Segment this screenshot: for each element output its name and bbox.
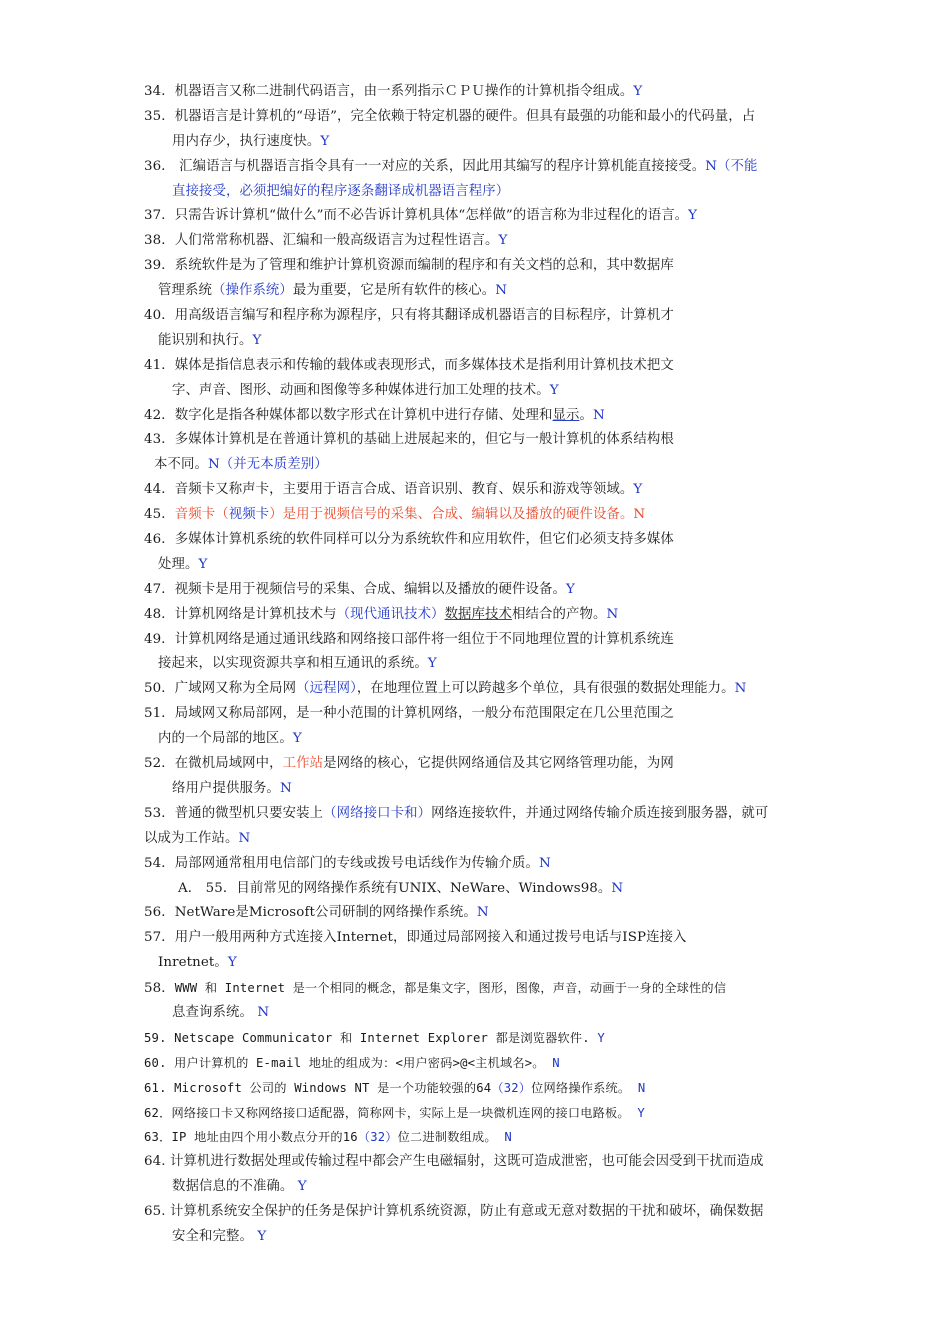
answer-annotation: N（并无本质差别） — [207, 457, 328, 473]
text-line — [144, 279, 808, 304]
answer-annotation: Y — [633, 482, 643, 498]
text-segment: 52．在微机局域网中， — [144, 756, 283, 772]
answer-annotation: N（不能 — [705, 158, 758, 174]
answer-annotation: N — [637, 1080, 646, 1095]
text-line — [144, 180, 808, 205]
text-segment: 36． 汇编语言与机器语言指令具有一一对应的关系，因此用其编写的程序计算机能直接接受。 — [144, 158, 706, 174]
answer-annotation: （现代通讯技术） — [336, 606, 445, 622]
answer-annotation: Y — [637, 1105, 645, 1120]
document-body — [144, 80, 808, 1250]
text-segment: 42．数字化是指各种媒体都以数字形式在计算机中进行存储、处理和 — [144, 407, 553, 423]
answer-annotation: N — [238, 830, 251, 846]
text-segment: 44．音频卡又称声卡，主要用于语言合成、语音识别、教育、娱乐和游戏等领域。 — [144, 482, 634, 498]
text-line — [144, 901, 808, 926]
text-segment: 35．机器语言是计算机的“母语”，完全依赖于特定机器的硬件。但具有最强的功能和最小的代码量，占 — [144, 108, 756, 124]
text-line — [144, 453, 808, 478]
text-segment: 是网络的核心，它提供网络通信及其它网络管理功能，为网 — [323, 756, 674, 772]
text-line — [144, 777, 808, 802]
text-segment: 数据库技术 — [444, 606, 513, 622]
answer-annotation: N — [611, 880, 624, 896]
text-line — [144, 105, 808, 130]
text-segment: 息查询系统。 — [172, 1004, 258, 1020]
text-segment: 41．媒体是指信息表示和传输的载体或表现形式，而多媒体技术是指利用计算机技术把文 — [144, 357, 674, 373]
text-segment: 53．普通的微型机只要安装上 — [144, 805, 324, 821]
answer-annotation: Y — [565, 581, 575, 597]
text-line — [144, 1101, 808, 1126]
answer-annotation: Y — [227, 955, 237, 971]
highlighted-text: 音频卡（ — [174, 507, 229, 523]
text-segment: 61. Microsoft 公司的 Windows NT 是一个功能较强的64 — [144, 1080, 492, 1095]
text-segment: 能识别和执行。 — [158, 332, 253, 348]
highlighted-text: ）是用于视频信号的采集、合成、编辑以及播放的硬件设备。N — [269, 507, 646, 523]
text-line — [144, 528, 808, 553]
text-segment: 网络连接软件，并通过网络传输介质连接到服务器，就可 — [431, 805, 769, 821]
text-line — [144, 428, 808, 453]
text-line — [144, 752, 808, 777]
text-line — [144, 677, 808, 702]
answer-annotation: 直接接受，必须把编好的程序逐条翻译成机器语言程序） — [172, 183, 510, 199]
text-segment: 40．用高级语言编写和程序称为源程序，只有将其翻译成机器语言的目标程序，计算机才 — [144, 308, 674, 324]
text-segment: 43．多媒体计算机是在普通计算机的基础上进展起来的，但它与一般计算机的体系结构根 — [144, 432, 674, 448]
answer-annotation: N — [257, 1004, 270, 1020]
text-segment: 49．计算机网络是通过通讯线路和网络接口部件将一组位于不同地理位置的计算机系统连 — [144, 631, 674, 647]
answer-annotation: Y — [688, 208, 698, 224]
text-line — [144, 702, 808, 727]
answer-annotation: Y — [427, 656, 437, 672]
text-segment: 63．IP 地址由四个用小数点分开的16 — [144, 1130, 358, 1145]
text-line — [144, 578, 808, 603]
text-line — [144, 976, 808, 1001]
text-line — [144, 1150, 808, 1175]
text-line — [144, 553, 808, 578]
text-segment: 47．视频卡是用于视频信号的采集、合成、编辑以及播放的硬件设备。 — [144, 581, 566, 597]
text-segment: 34．机器语言又称二进制代码语言，由一系列指示ＣＰＵ操作的计算机指令组成。 — [144, 84, 634, 99]
answer-annotation: （操作系统） — [211, 283, 293, 299]
answer-annotation: N — [606, 606, 619, 622]
answer-annotation: Y — [297, 1179, 307, 1195]
text-line — [144, 354, 808, 379]
text-line — [144, 852, 808, 877]
text-segment: Inretnet。 — [158, 955, 228, 971]
text-segment: 54．局部网通常租用电信部门的专线或拨号电话线作为传输介质。 — [144, 855, 539, 871]
text-segment: 64. 计算机进行数据处理或传输过程中都会产生电磁辐射，这既可造成泄密，也可能会因受到干扰而造成 — [144, 1154, 764, 1170]
answer-annotation: （网络接口卡和） — [323, 805, 432, 821]
text-segment: 以成为工作站。 — [144, 830, 239, 846]
text-segment: 用内存少，执行速度快。 — [172, 133, 321, 149]
text-line — [144, 652, 808, 677]
answer-annotation: Y — [292, 731, 302, 747]
text-line — [144, 1225, 808, 1250]
text-line — [144, 802, 808, 827]
text-segment: ，在地理位置上可以跨越多个单位，具有很强的数据处理能力。 — [356, 681, 735, 697]
text-segment: 62．网络接口卡又称网络接口适配器，简称网卡，实际上是一块微机连网的接口电路板。 — [144, 1105, 638, 1120]
text-segment: 相结合的产物。 — [512, 606, 607, 622]
highlighted-text: 工作站 — [282, 756, 324, 772]
text-line — [144, 727, 808, 752]
text-segment: 51．局域网又称局部网，是一种小范围的计算机网络，一般分布范围限定在几公里范围之 — [144, 706, 674, 722]
text-line — [144, 478, 808, 503]
text-line — [144, 155, 808, 180]
answer-annotation: N — [734, 681, 747, 697]
text-segment: 位网络操作系统。 — [531, 1080, 638, 1095]
answer-annotation: Y — [498, 233, 508, 249]
text-line — [144, 1076, 808, 1101]
text-line — [144, 1051, 808, 1076]
text-segment: A． 55．目前常见的网络操作系统有UNIX、NeWare、Windows98。 — [178, 880, 612, 896]
text-line — [144, 204, 808, 229]
text-line — [144, 628, 808, 653]
text-segment: 络用户提供服务。 — [172, 780, 280, 796]
text-segment: 48．计算机网络是计算机技术与 — [144, 606, 337, 622]
text-line — [144, 1200, 808, 1225]
text-segment: 56．NetWare是Microsoft公司研制的网络操作系统。 — [144, 905, 477, 921]
text-line — [144, 80, 808, 105]
text-line — [144, 329, 808, 354]
text-segment: 60. 用户计算机的 E-mail 地址的组成为：<用户密码>@<主机域名>。 — [144, 1055, 553, 1070]
text-segment: 45． — [144, 507, 175, 523]
text-segment: 。 — [579, 407, 593, 423]
answer-annotation: Y — [257, 1228, 267, 1244]
text-line — [144, 503, 808, 528]
text-segment: 46．多媒体计算机系统的软件同样可以分为系统软件和应用软件，但它们必须支持多媒体 — [144, 532, 674, 548]
answer-annotation: N — [592, 407, 605, 423]
text-segment: 字、声音、图形、动画和图像等多种媒体进行加工处理的技术。 — [172, 382, 550, 398]
answer-annotation: Y — [549, 382, 559, 398]
answer-annotation: N — [538, 855, 551, 871]
text-segment: 65. 计算机系统安全保护的任务是保护计算机系统资源，防止有意或无意对数据的干扰和破坏，确保数据 — [144, 1204, 764, 1220]
text-segment: 最为重要，它是所有软件的核心。 — [292, 283, 496, 299]
text-line — [144, 404, 808, 429]
text-line — [144, 1125, 808, 1150]
text-line — [144, 1001, 808, 1026]
text-segment: 安全和完整。 — [172, 1228, 258, 1244]
text-segment: 50．广域网又称为全局网 — [144, 681, 297, 697]
text-line — [144, 877, 808, 902]
answer-annotation: Y — [320, 133, 330, 149]
answer-annotation: N — [495, 283, 508, 299]
text-line — [144, 229, 808, 254]
text-segment: 管理系统 — [158, 283, 212, 299]
text-segment: 数据信息的不准确。 — [172, 1179, 298, 1195]
answer-annotation: （远程网） — [296, 681, 357, 697]
text-line — [144, 130, 808, 155]
text-segment: 内的一个局部的地区。 — [158, 731, 293, 747]
answer-annotation: Y — [633, 84, 643, 99]
answer-annotation: Y — [198, 556, 208, 572]
text-line — [144, 1175, 808, 1200]
text-segment: 接起来，以实现资源共享和相互通讯的系统。 — [158, 656, 428, 672]
text-line — [144, 379, 808, 404]
text-line — [144, 603, 808, 628]
text-segment: WWW 和 Internet 是一个相同的概念，都是集文字，图形，图像，声音，动画于一身的全球性的信 — [174, 981, 727, 996]
answer-annotation: （32） — [357, 1130, 398, 1145]
text-segment: 显示 — [552, 407, 580, 423]
text-segment: 58． — [144, 981, 175, 997]
text-line — [144, 827, 808, 852]
text-segment: 39．系统软件是为了管理和维护计算机资源而编制的程序和有关文档的总和，其中数据库 — [144, 258, 674, 274]
text-line — [144, 304, 808, 329]
answer-annotation: N — [552, 1055, 560, 1070]
text-segment: 位二进制数组成。 — [397, 1130, 505, 1145]
text-line — [144, 254, 808, 279]
answer-annotation: Y — [252, 332, 262, 348]
answer-annotation: N — [279, 780, 292, 796]
answer-annotation: Y — [597, 1030, 605, 1045]
text-line — [144, 926, 808, 951]
answer-annotation: 视频卡 — [228, 507, 270, 523]
text-segment: 38．人们常常称机器、汇编和一般高级语言为过程性语言。 — [144, 233, 499, 249]
text-segment: 37．只需告诉计算机“做什么”而不必告诉计算机具体“怎样做”的语言称为非过程化的语言。 — [144, 208, 689, 224]
text-segment: 处理。 — [158, 556, 199, 572]
answer-annotation: N — [476, 905, 489, 921]
text-segment: 59. Netscape Communicator 和 Internet Explorer 都是浏览器软件. — [144, 1030, 598, 1045]
answer-annotation: （32） — [491, 1080, 532, 1095]
text-segment: 本不同。 — [154, 457, 208, 473]
text-line — [144, 1026, 808, 1051]
text-segment: 57．用户一般用两种方式连接入Internet，即通过局部网接入和通过拨号电话与ISP连接入 — [144, 930, 687, 946]
text-line — [144, 951, 808, 976]
answer-annotation: N — [504, 1130, 512, 1145]
